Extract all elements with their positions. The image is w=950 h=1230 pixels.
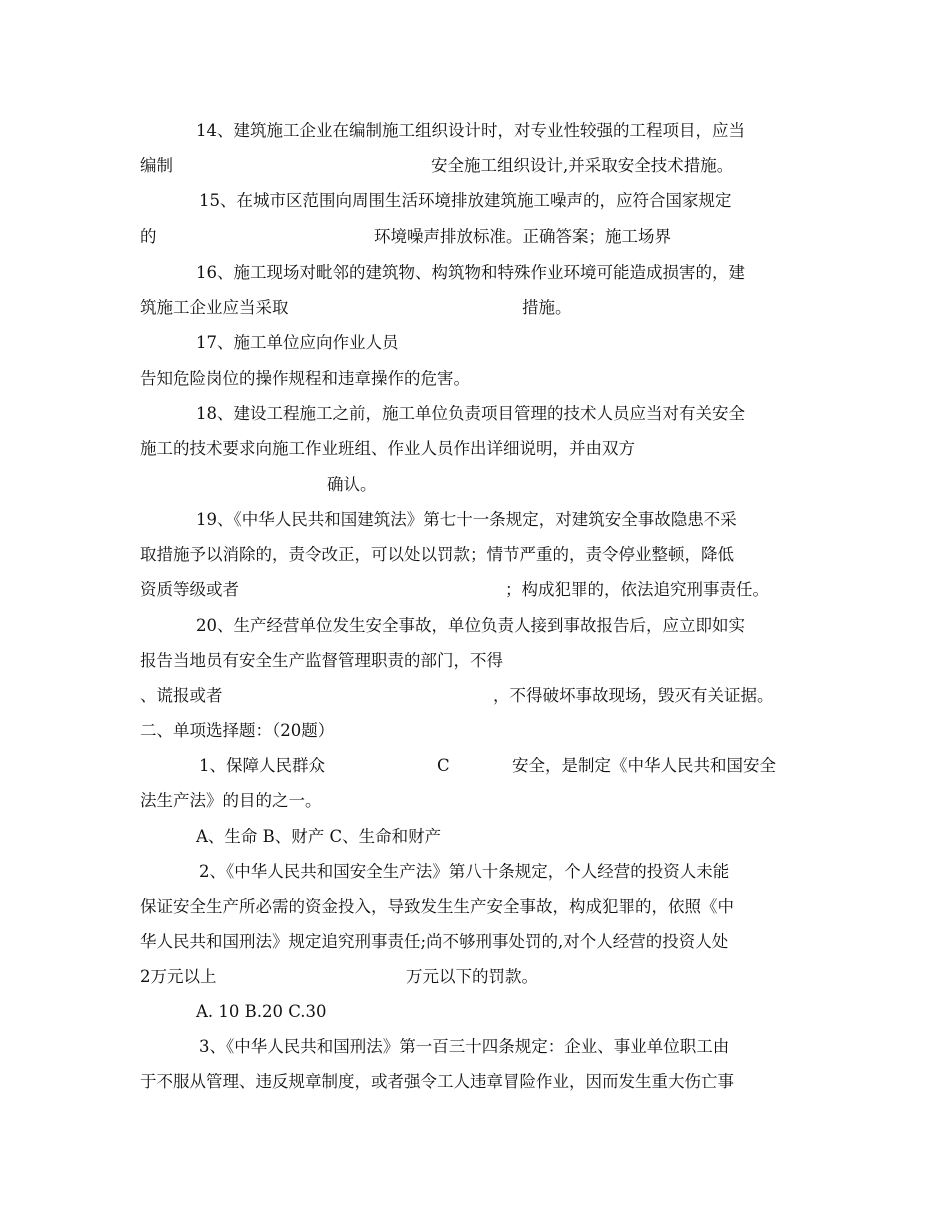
section-heading: 二、单项选择题：（20题）	[140, 721, 335, 740]
c1-options: A、生命 B、财产 C、生命和财产	[196, 827, 442, 846]
q15-line-2a: 的	[140, 227, 157, 246]
c2-line-4a: 2万元以上	[140, 967, 217, 986]
q16-line-1: 16、施工现场对毗邻的建筑物、构筑物和特殊作业环境可能造成损害的，建	[196, 263, 745, 282]
c2-line-2: 保证安全生产所必需的资金投入，导致发生生产安全事故，构成犯罪的，依照《中	[140, 897, 734, 916]
c2-line-3: 华人民共和国刑法》规定追究刑事责任;尚不够刑事处罚的,对个人经营的投资人处	[140, 932, 729, 951]
q20-line-3b: ，不得破坏事故现场，毁灭有关证据。	[493, 686, 774, 705]
q15-line-2b: 环境噪声排放标准。正确答案；施工场界	[374, 227, 671, 246]
q14-line-2a: 编制	[140, 156, 173, 175]
c2-line-4b: 万元以下的罚款。	[406, 967, 538, 986]
q20-line-2: 报告当地员有安全生产监督管理职责的部门，不得	[140, 651, 503, 670]
q14-line-1: 14、建筑施工企业在编制施工组织设计时，对专业性较强的工程项目，应当	[196, 121, 745, 140]
c2-options: A. 10 B.20 C.30	[196, 1002, 327, 1021]
c1-line-2: 法生产法》的目的之一。	[140, 791, 322, 810]
c3-line-1: 3、《中华人民共和国刑法》第一百三十四条规定：企业、事业单位职工由	[199, 1037, 730, 1056]
q20-line-3a: 、谎报或者	[140, 686, 223, 705]
q18-line-1: 18、建设工程施工之前，施工单位负责项目管理的技术人员应当对有关安全	[196, 404, 745, 423]
q17-line-1: 17、施工单位应向作业人员	[196, 333, 399, 352]
q19-line-3b: ；构成犯罪的，依法追究刑事责任。	[505, 580, 769, 599]
c3-line-2: 于不服从管理、违反规章制度，或者强令工人违章冒险作业，因而发生重大伤亡事	[140, 1072, 734, 1091]
q15-line-1: 15、在城市区范围向周围生活环境排放建筑施工噪声的，应符合国家规定	[199, 191, 732, 210]
q19-line-1: 19、《中华人民共和国建筑法》第七十一条规定，对建筑安全事故隐患不采	[196, 510, 737, 529]
q14-line-2b: 安全施工组织设计,并采取安全技术措施。	[431, 156, 734, 175]
q18-line-3: 确认。	[327, 475, 377, 494]
q20-line-1: 20、生产经营单位发生安全事故，单位负责人接到事故报告后，应立即如实	[196, 616, 745, 635]
q16-line-2b: 措施。	[522, 298, 572, 317]
q19-line-2: 取措施予以消除的，责令改正，可以处以罚款；情节严重的，责令停业整顿，降低	[140, 545, 734, 564]
c1-line-1a: 1、保障人民群众	[199, 756, 325, 775]
q19-line-3a: 资质等级或者	[140, 580, 239, 599]
c1-line-1b: 安全，是制定《中华人民共和国安全	[512, 756, 776, 775]
c2-line-1: 2、《中华人民共和国安全生产法》第八十条规定，个人经营的投资人未能	[199, 862, 730, 881]
q18-line-2: 施工的技术要求向施工作业班组、作业人员作出详细说明，并由双方	[140, 439, 635, 458]
c1-answer: C	[437, 756, 450, 775]
q17-line-2: 告知危险岗位的操作规程和违章操作的危害。	[140, 369, 470, 388]
q16-line-2a: 筑施工企业应当采取	[140, 298, 289, 317]
